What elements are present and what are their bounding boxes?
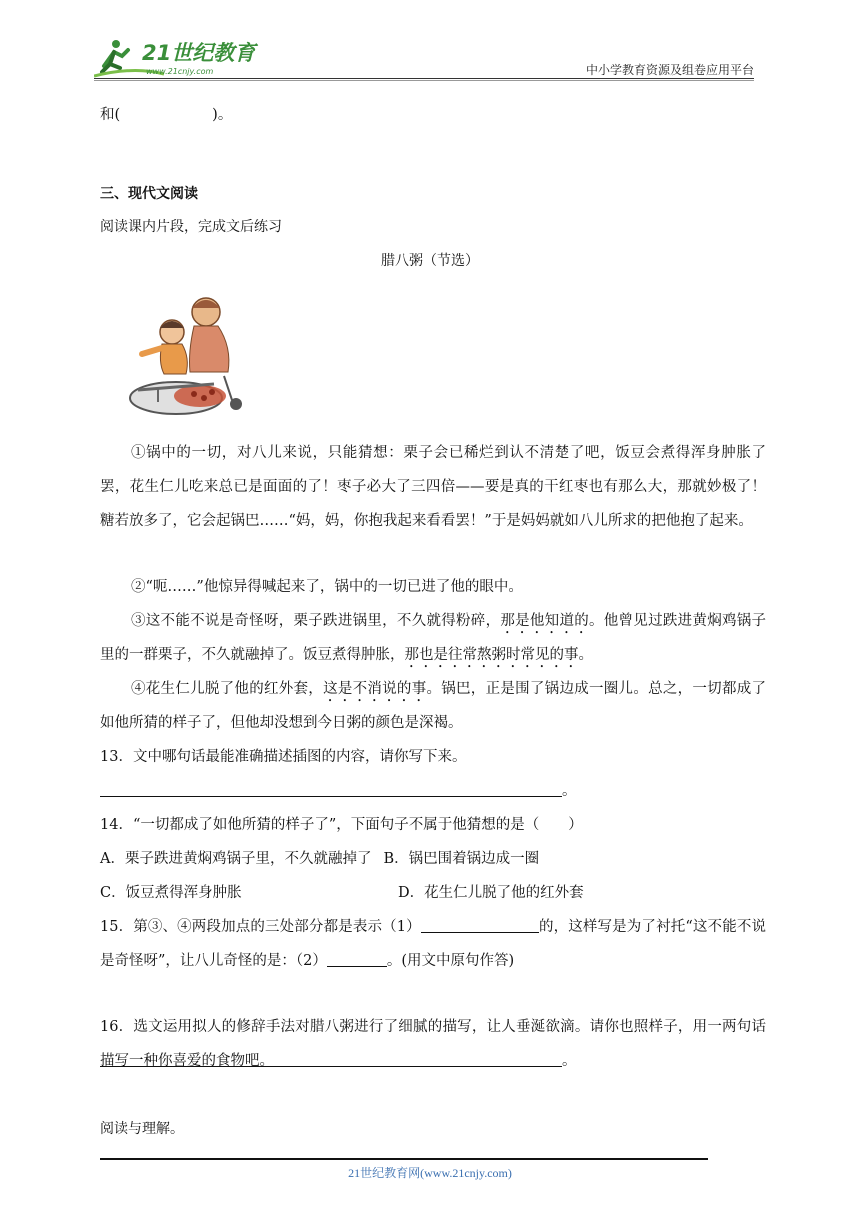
- answer-line-13: 。: [100, 774, 766, 808]
- footer-divider: [100, 1158, 708, 1160]
- section-title: 三、现代文阅读: [100, 186, 198, 202]
- option-a[interactable]: A．栗子跌进黄焖鸡锅子里，不久就融掉了: [100, 851, 372, 867]
- answer-blank-15-2[interactable]: [327, 950, 387, 967]
- question-15: 15．第③、④两段加点的三处部分都是表示（1） 的，这样写是为了衬托“这不能不说是奇怪呀”，让八儿奇怪的是：（2） 。(用文中原句作答): [100, 910, 766, 978]
- answer-blank-15-1[interactable]: [421, 916, 539, 933]
- question-14: 14．“一切都成了如他所猜的样子了”，下面句子不属于他猜想的是（ ）: [100, 817, 583, 833]
- question-16: 16．选文运用拟人的修辞手法对腊八粥进行了细腻的描写，让人垂涎欲滴。请你也照样子，用一两句话描写一种你喜爱的食物吧。: [100, 1019, 766, 1069]
- footer-site-link[interactable]: 21世纪教育网(www.21cnjy.com): [348, 1166, 512, 1180]
- passage-title: 腊八粥（节选）: [381, 253, 479, 269]
- option-c[interactable]: C．饭豆煮得浑身肿胀: [100, 885, 242, 901]
- question-13: 13．文中哪句话最能准确描述插图的内容，请你写下来。: [100, 749, 467, 765]
- site-logo: [94, 36, 262, 80]
- svg-text:21世纪教育: 21世纪教育: [142, 41, 256, 65]
- svg-text:www.21cnjy.com: www.21cnjy.com: [146, 67, 214, 76]
- answer-blank-16[interactable]: [100, 1050, 562, 1067]
- option-b[interactable]: B．锅巴围着锅边成一圈: [383, 851, 540, 867]
- header-divider: [94, 78, 754, 79]
- dotted-phrase-2: 那也是往常熬粥时常见的事: [404, 647, 579, 663]
- passage-paragraph-3: ③这不能不说是奇怪呀，栗子跌进锅里，不久就得粉碎，那是他知道的。他曾见过跌进黄焖鸡锅子里的一群栗子，不久就融掉了。饭豆煮得肿胀，那也是往常熬粥时常见的事。: [100, 613, 767, 663]
- reading-instruction: 阅读课内片段，完成文后练习: [100, 219, 282, 235]
- dotted-phrase-1: 那是他知道的: [500, 613, 589, 629]
- top-fill-line: 和( )。: [100, 107, 233, 123]
- passage-paragraph-2: ②“呃……”他惊异得喊起来了，锅中的一切已进了他的眼中。: [131, 579, 523, 595]
- question-14-options-row2: [100, 876, 766, 910]
- question-14-options-row1: [100, 842, 766, 876]
- porridge-illustration: [128, 292, 248, 422]
- passage-paragraph-1: ①锅中的一切，对八儿来说，只能猜想：栗子会已稀烂到认不清楚了吧，饭豆会煮得浑身肿胀了罢，花生仁儿吃来总已是面面的了！枣子必大了三四倍——要是真的干红枣也有那么大，那就妙极了！糖若放多了，它会起锅巴……“妈，妈，你抱我起来看看罢！”于是妈妈就如八儿所求的把他抱了起来。: [100, 445, 766, 529]
- next-section-heading: 阅读与理解。: [100, 1121, 184, 1137]
- dotted-phrase-3: 这是不消说的事: [323, 681, 427, 697]
- passage-paragraph-4: ④花生仁儿脱了他的红外套，这是不消说的事。锅巴，正是围了锅边成一圈儿。总之，一切都成了如他所猜的样子了，但他却没想到今日粥的颜色是深褐。: [100, 681, 767, 731]
- header-divider-thin: [94, 80, 754, 81]
- option-d[interactable]: D．花生仁儿脱了他的红外套: [398, 885, 584, 901]
- answer-line-16: 。: [100, 1044, 766, 1078]
- header-platform-text: 中小学教育资源及组卷应用平台: [585, 63, 754, 77]
- answer-blank[interactable]: [100, 780, 562, 797]
